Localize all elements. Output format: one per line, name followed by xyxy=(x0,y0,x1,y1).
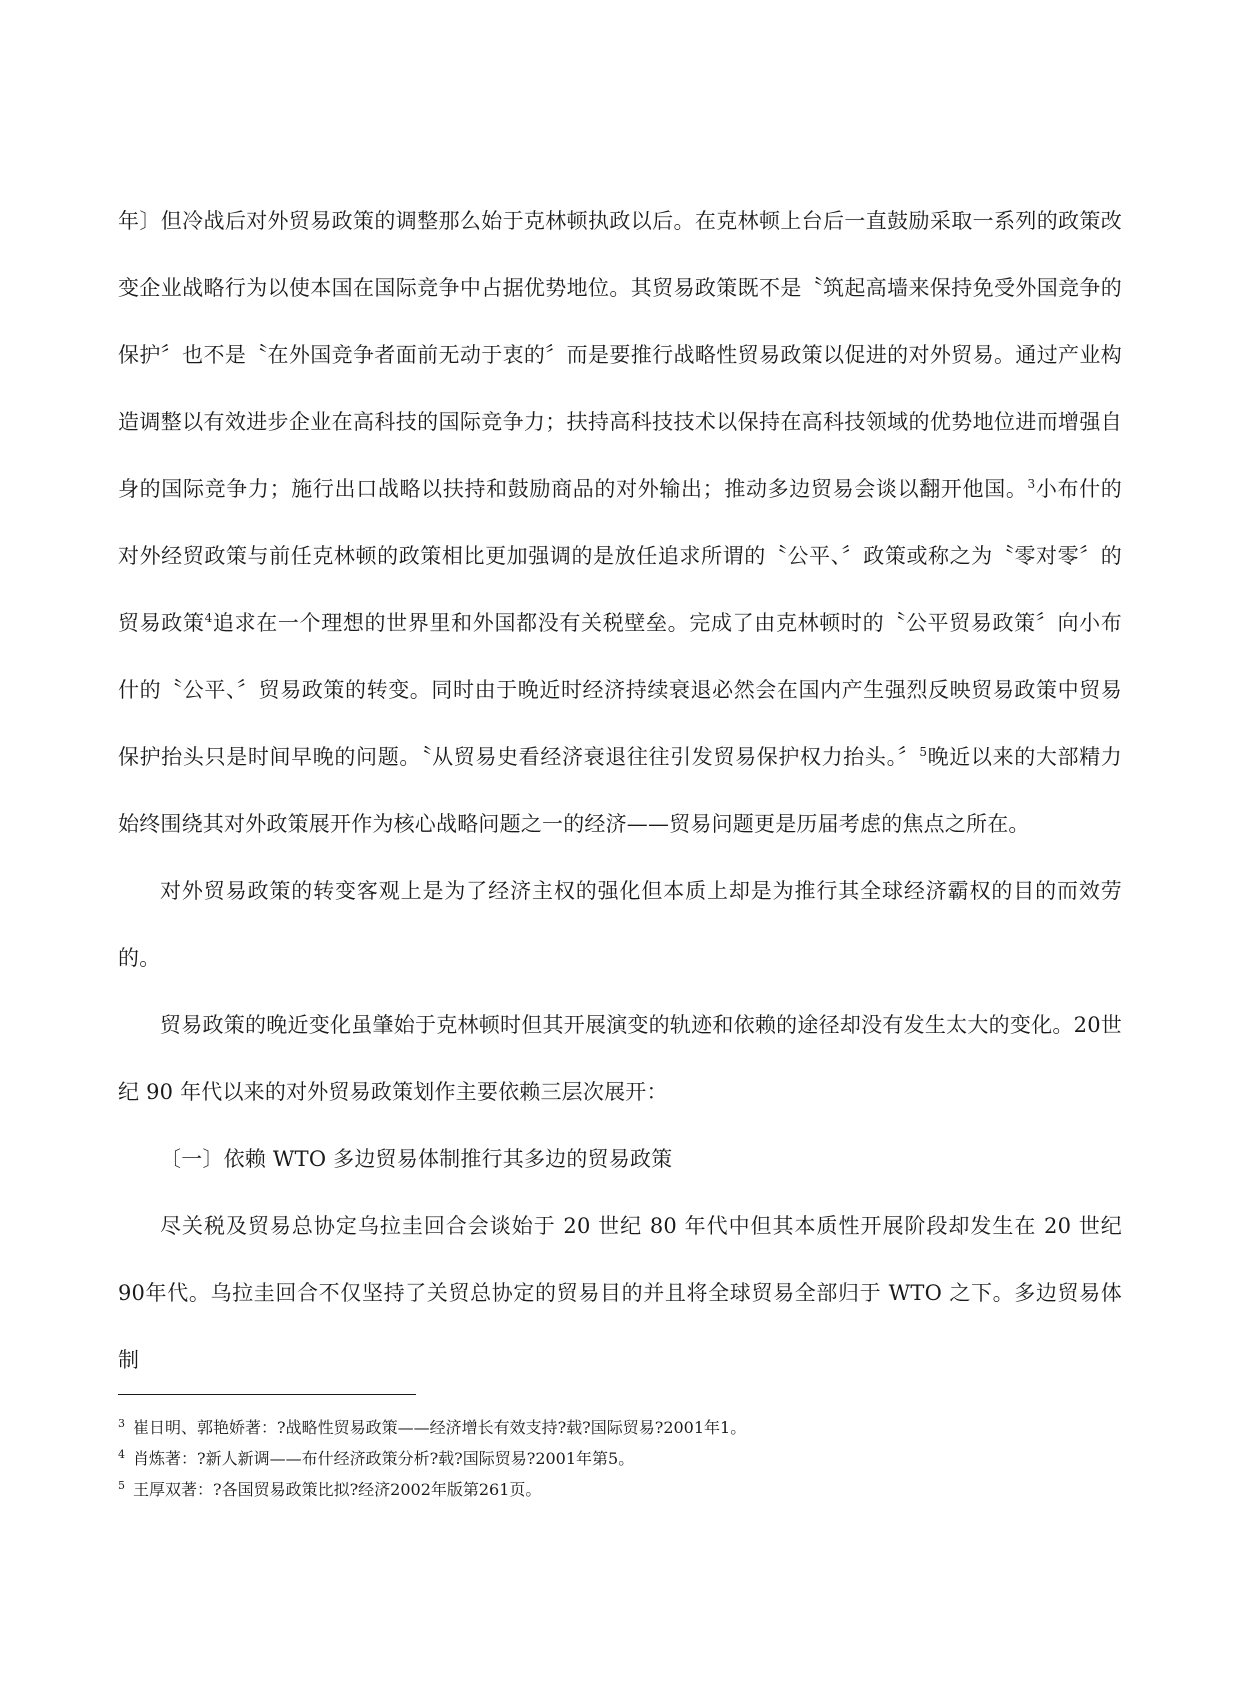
paragraph-1 xyxy=(118,188,1122,858)
footnote-text: 崔日明、郭艳娇著：?战略性贸易政策——经济增长有效支持?载?国际贸易?2001年1。 xyxy=(133,1418,747,1437)
footnote-ref-4[interactable]: 4 xyxy=(204,611,213,625)
footnote-ref-5[interactable]: 5 xyxy=(919,745,928,759)
footnote-text: 肖炼著：?新人新调——布什经济政策分析?载?国际贸易?2001年第5。 xyxy=(133,1449,635,1468)
paragraph-2: 对外贸易政策的转变客观上是为了经济主权的强化但本质上却是为推行其全球经济霸权的目的而效劳的。 xyxy=(118,879,1122,970)
footnote-number: 3 xyxy=(118,1416,125,1430)
footnote-number: 4 xyxy=(118,1447,125,1461)
paragraph-1-part-b: 小布什的对外经贸政策与前任克林顿的政策相比更加强调的是放任追求所谓的〝公平、〞政策或称之为〝零对零〞的贸易政策 xyxy=(118,477,1122,635)
paragraph-1-part-c: 追求在一个理想的世界里和外国都没有关税壁垒。完成了由克林顿时的〝公平贸易政策〞向小布什的〝公平、〞贸易政策的转变。同时由于晚近时经济持续衰退必然会在国内产生强烈反映贸易政策中贸易保护抬头只是时间早晚的问题。〝从贸易史看经济衰退往往引发贸易保护权力抬头。〞 xyxy=(118,611,1122,769)
paragraph-3: 贸易政策的晚近变化虽肇始于克林顿时但其开展演变的轨迹和依赖的途径却没有发生太大的变化。20世纪 90 年代以来的对外贸易政策划作主要依赖三层次展开： xyxy=(118,1013,1122,1104)
footnotes xyxy=(118,1412,1122,1505)
paragraph-1-part-a: 年〕但冷战后对外贸易政策的调整那么始于克林顿执政以后。在克林顿上台后一直鼓励采取一系列的政策改变企业战略行为以使本国在国际竞争中占据优势地位。其贸易政策既不是〝筑起高墙来保持免受外国竞争的保护〞也不是〝在外国竞争者面前无动于衷的〞而是要推行战略性贸易政策以促进的对外贸易。通过产业构造调整以有效进步企业在高科技的国际竞争力；扶持高科技技术以保持在高科技领域的优势地位进而增强自身的国际竞争力；施行出口战略以扶持和鼓励商品的对外输出；推动多边贸易会谈以翻开他国。 xyxy=(118,209,1122,501)
body-text xyxy=(118,188,1122,1394)
footnote-text: 王厚双著：?各国贸易政策比拟?经济2002年版第261页。 xyxy=(133,1480,542,1499)
footnote-divider xyxy=(118,1394,416,1395)
paragraph-1-part-d: 晚近以来的大部精力始终围绕其对外政策展开作为核心战略问题之一的经济——贸易问题更是历届考虑的焦点之所在。 xyxy=(118,745,1122,836)
footnote-3 xyxy=(118,1412,1122,1443)
footnote-4 xyxy=(118,1443,1122,1474)
paragraph-5: 尽关税及贸易总协定乌拉圭回合会谈始于 20 世纪 80 年代中但其本质性开展阶段却发生在 20 世纪 90年代。乌拉圭回合不仅坚持了关贸总协定的贸易目的并且将全球贸易全部归于 WTO 之下。多边贸易体制 xyxy=(118,1214,1122,1372)
footnote-ref-3[interactable]: 3 xyxy=(1027,477,1036,491)
section-heading: 〔一〕依赖 WTO 多边贸易体制推行其多边的贸易政策 xyxy=(160,1147,673,1171)
footnote-5 xyxy=(118,1474,1122,1505)
footnote-number: 5 xyxy=(118,1478,125,1492)
